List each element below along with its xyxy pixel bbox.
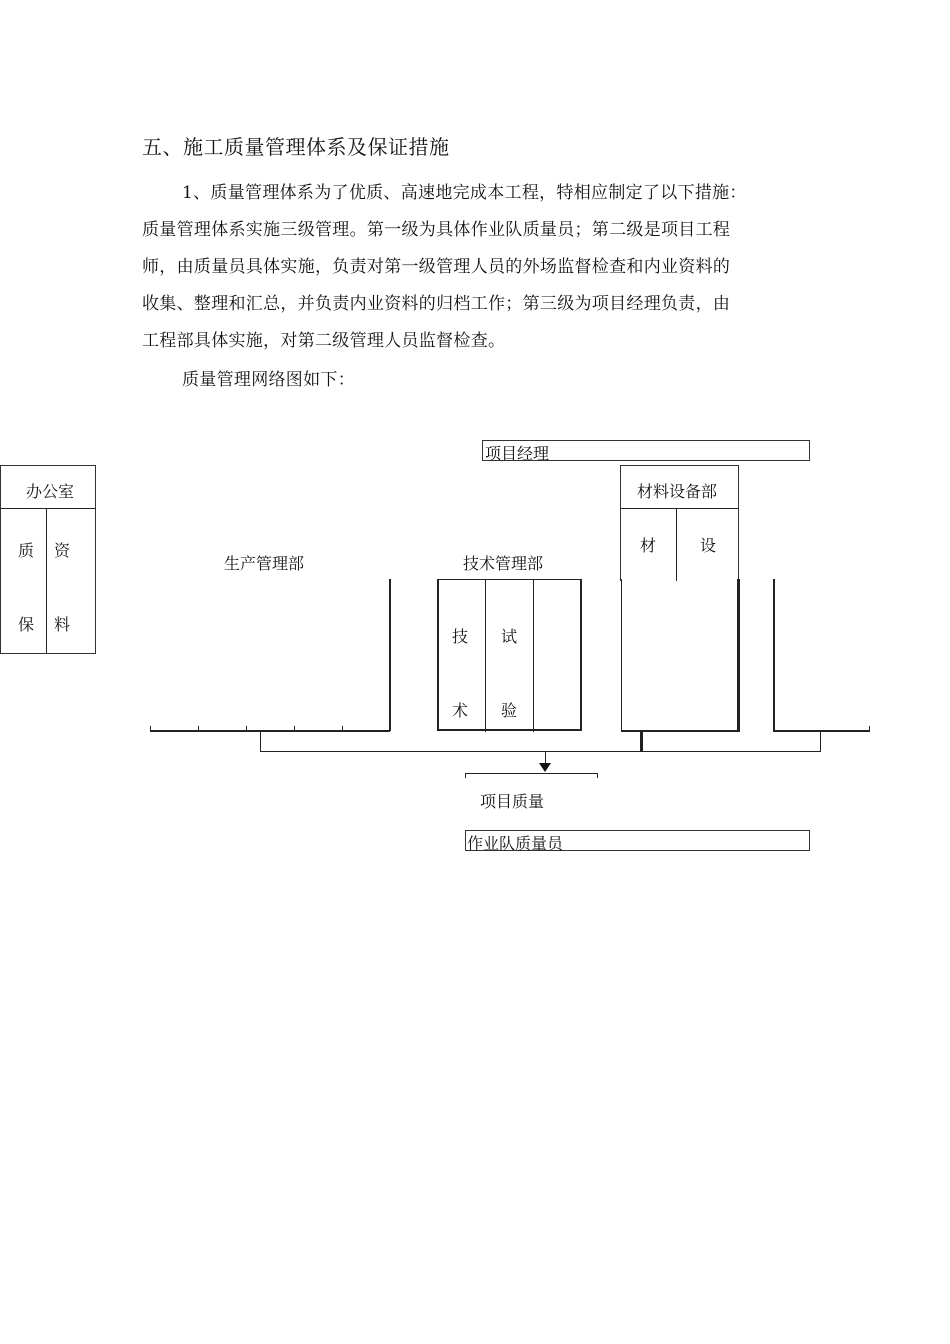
tech-dept-box <box>437 579 582 731</box>
material-col1: 材 <box>640 536 657 555</box>
section-heading: 五、施工质量管理体系及保证措施 <box>142 135 450 159</box>
team-quality-label: 作业队质量员 <box>467 834 564 853</box>
office-col1-top: 质 <box>18 541 35 560</box>
material-dept-box <box>620 465 739 581</box>
paragraph-line-4: 收集、整理和汇总，并负责内业资料的归档工作；第三级为项目经理负责，由 <box>142 294 731 314</box>
project-manager-label: 项目经理 <box>485 444 550 463</box>
team-quality-box <box>465 830 810 851</box>
paragraph-line-2: 质量管理体系实施三级管理。第一级为具体作业队质量员；第二级是项目工程 <box>142 220 731 240</box>
production-dept-right-edge <box>389 579 391 731</box>
tech-col1-top: 技 <box>452 627 469 646</box>
production-dept-bottom-edge <box>150 730 390 732</box>
material-col2: 设 <box>700 536 717 555</box>
production-dept-label: 生产管理部 <box>224 554 305 573</box>
tech-col2-top: 试 <box>501 627 518 646</box>
tech-col1-bottom: 术 <box>452 701 469 720</box>
project-manager-box <box>482 440 810 461</box>
office-col1-bottom: 保 <box>18 615 35 634</box>
material-dept-title: 材料设备部 <box>637 482 718 501</box>
tech-col2-bottom: 验 <box>501 701 518 720</box>
tech-dept-label: 技术管理部 <box>463 554 544 573</box>
office-box <box>0 465 96 654</box>
paragraph-line-3: 师，由质量员具体实施，负责对第一级管理人员的外场监督检查和内业资料的 <box>142 257 731 277</box>
project-quality-label: 项目质量 <box>480 792 545 811</box>
network-intro: 质量管理网络图如下： <box>182 370 355 390</box>
office-col2-top: 资 <box>54 541 71 560</box>
arrow-down-icon <box>539 763 552 773</box>
connector-bus <box>260 751 821 752</box>
paragraph-line-1: 1、质量管理体系为了优质、高速地完成本工程，特相应制定了以下措施： <box>182 183 747 203</box>
office-title: 办公室 <box>26 482 75 501</box>
office-col2-bottom: 料 <box>54 615 71 634</box>
paragraph-line-5: 工程部具体实施，对第二级管理人员监督检查。 <box>142 331 506 351</box>
